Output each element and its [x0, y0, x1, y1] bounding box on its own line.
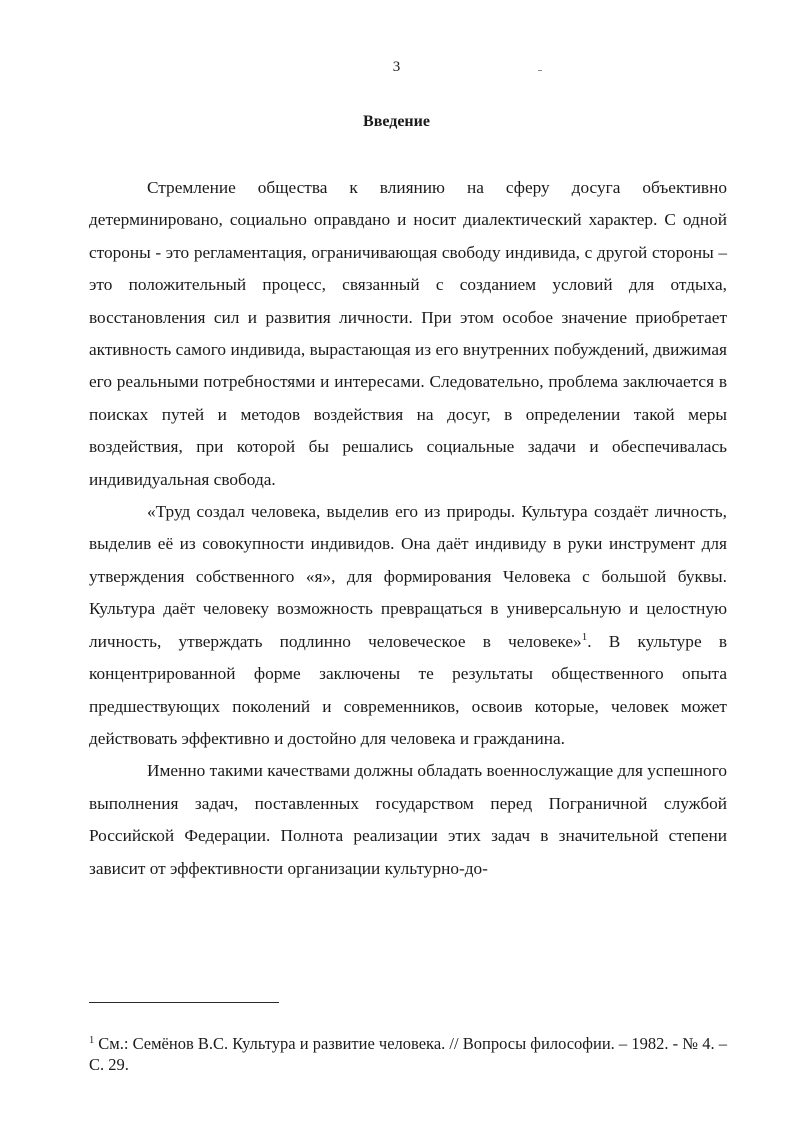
- paragraph-1: Стремление общества к влиянию на сферу досуга объективно детерминировано, социально оправдано и носит диалектический характер. С одной стороны - это регламентация, ограничивающая свободу индивида, с другой стороны – это положительный процесс, связанный с созданием условий для отдыха, восстановления сил и развития личности. При этом особое значение приобретает активность самого индивида, вырастающая из его внутренних побуждений, движимая его реальными потребностями и интересами. Следовательно, проблема заключается в поисках путей и методов воздействия на досуг, в определении такой меры воздействия, при которой бы решались социальные задачи и обеспечивалась индивидуальная свобода.: [89, 178, 727, 489]
- paragraph-2: [89, 496, 727, 755]
- footnote-text: См.: Семёнов В.С. Культура и развитие человека. // Вопросы философии. – 1982. - № 4. – С. 29.: [89, 1034, 727, 1074]
- footnote-reference[interactable]: 1: [581, 630, 588, 643]
- page-number: 3: [392, 59, 401, 75]
- paragraph-2-continuation: . В культуре в концентрированной форме заключены те результаты общественного опыта предшествующих поколений и современников, освоив которые, человек может действовать эффективно и достойно для человека и гражданина.: [89, 631, 727, 748]
- paragraph-3: Именно такими качествами должны обладать военнослужащие для успешного выполнения задач, поставленных государством перед Пограничной службой Российской Федерации. Полнота реализации этих задач в значительной степени зависит от эффективности организации культурно-до-: [89, 761, 727, 878]
- footnote-mark: 1: [89, 1034, 95, 1046]
- main-text: [89, 172, 727, 885]
- section-title: Введение: [363, 113, 430, 130]
- footnote-separator: [89, 1002, 279, 1003]
- scan-artifact: [538, 70, 542, 71]
- quote-text: «Труд создал человека, выделив его из природы. Культура создаёт личность, выделив её из совокупности индивидов. Она даёт индивиду в руки инструмент для утверждения собственного «я», для формирования Человека с большой буквы. Культура даёт человеку возможность превращаться в универсальную и целостную личность, утверждать подлинно человеческое в человеке»: [89, 502, 727, 651]
- footnote: [89, 1033, 727, 1075]
